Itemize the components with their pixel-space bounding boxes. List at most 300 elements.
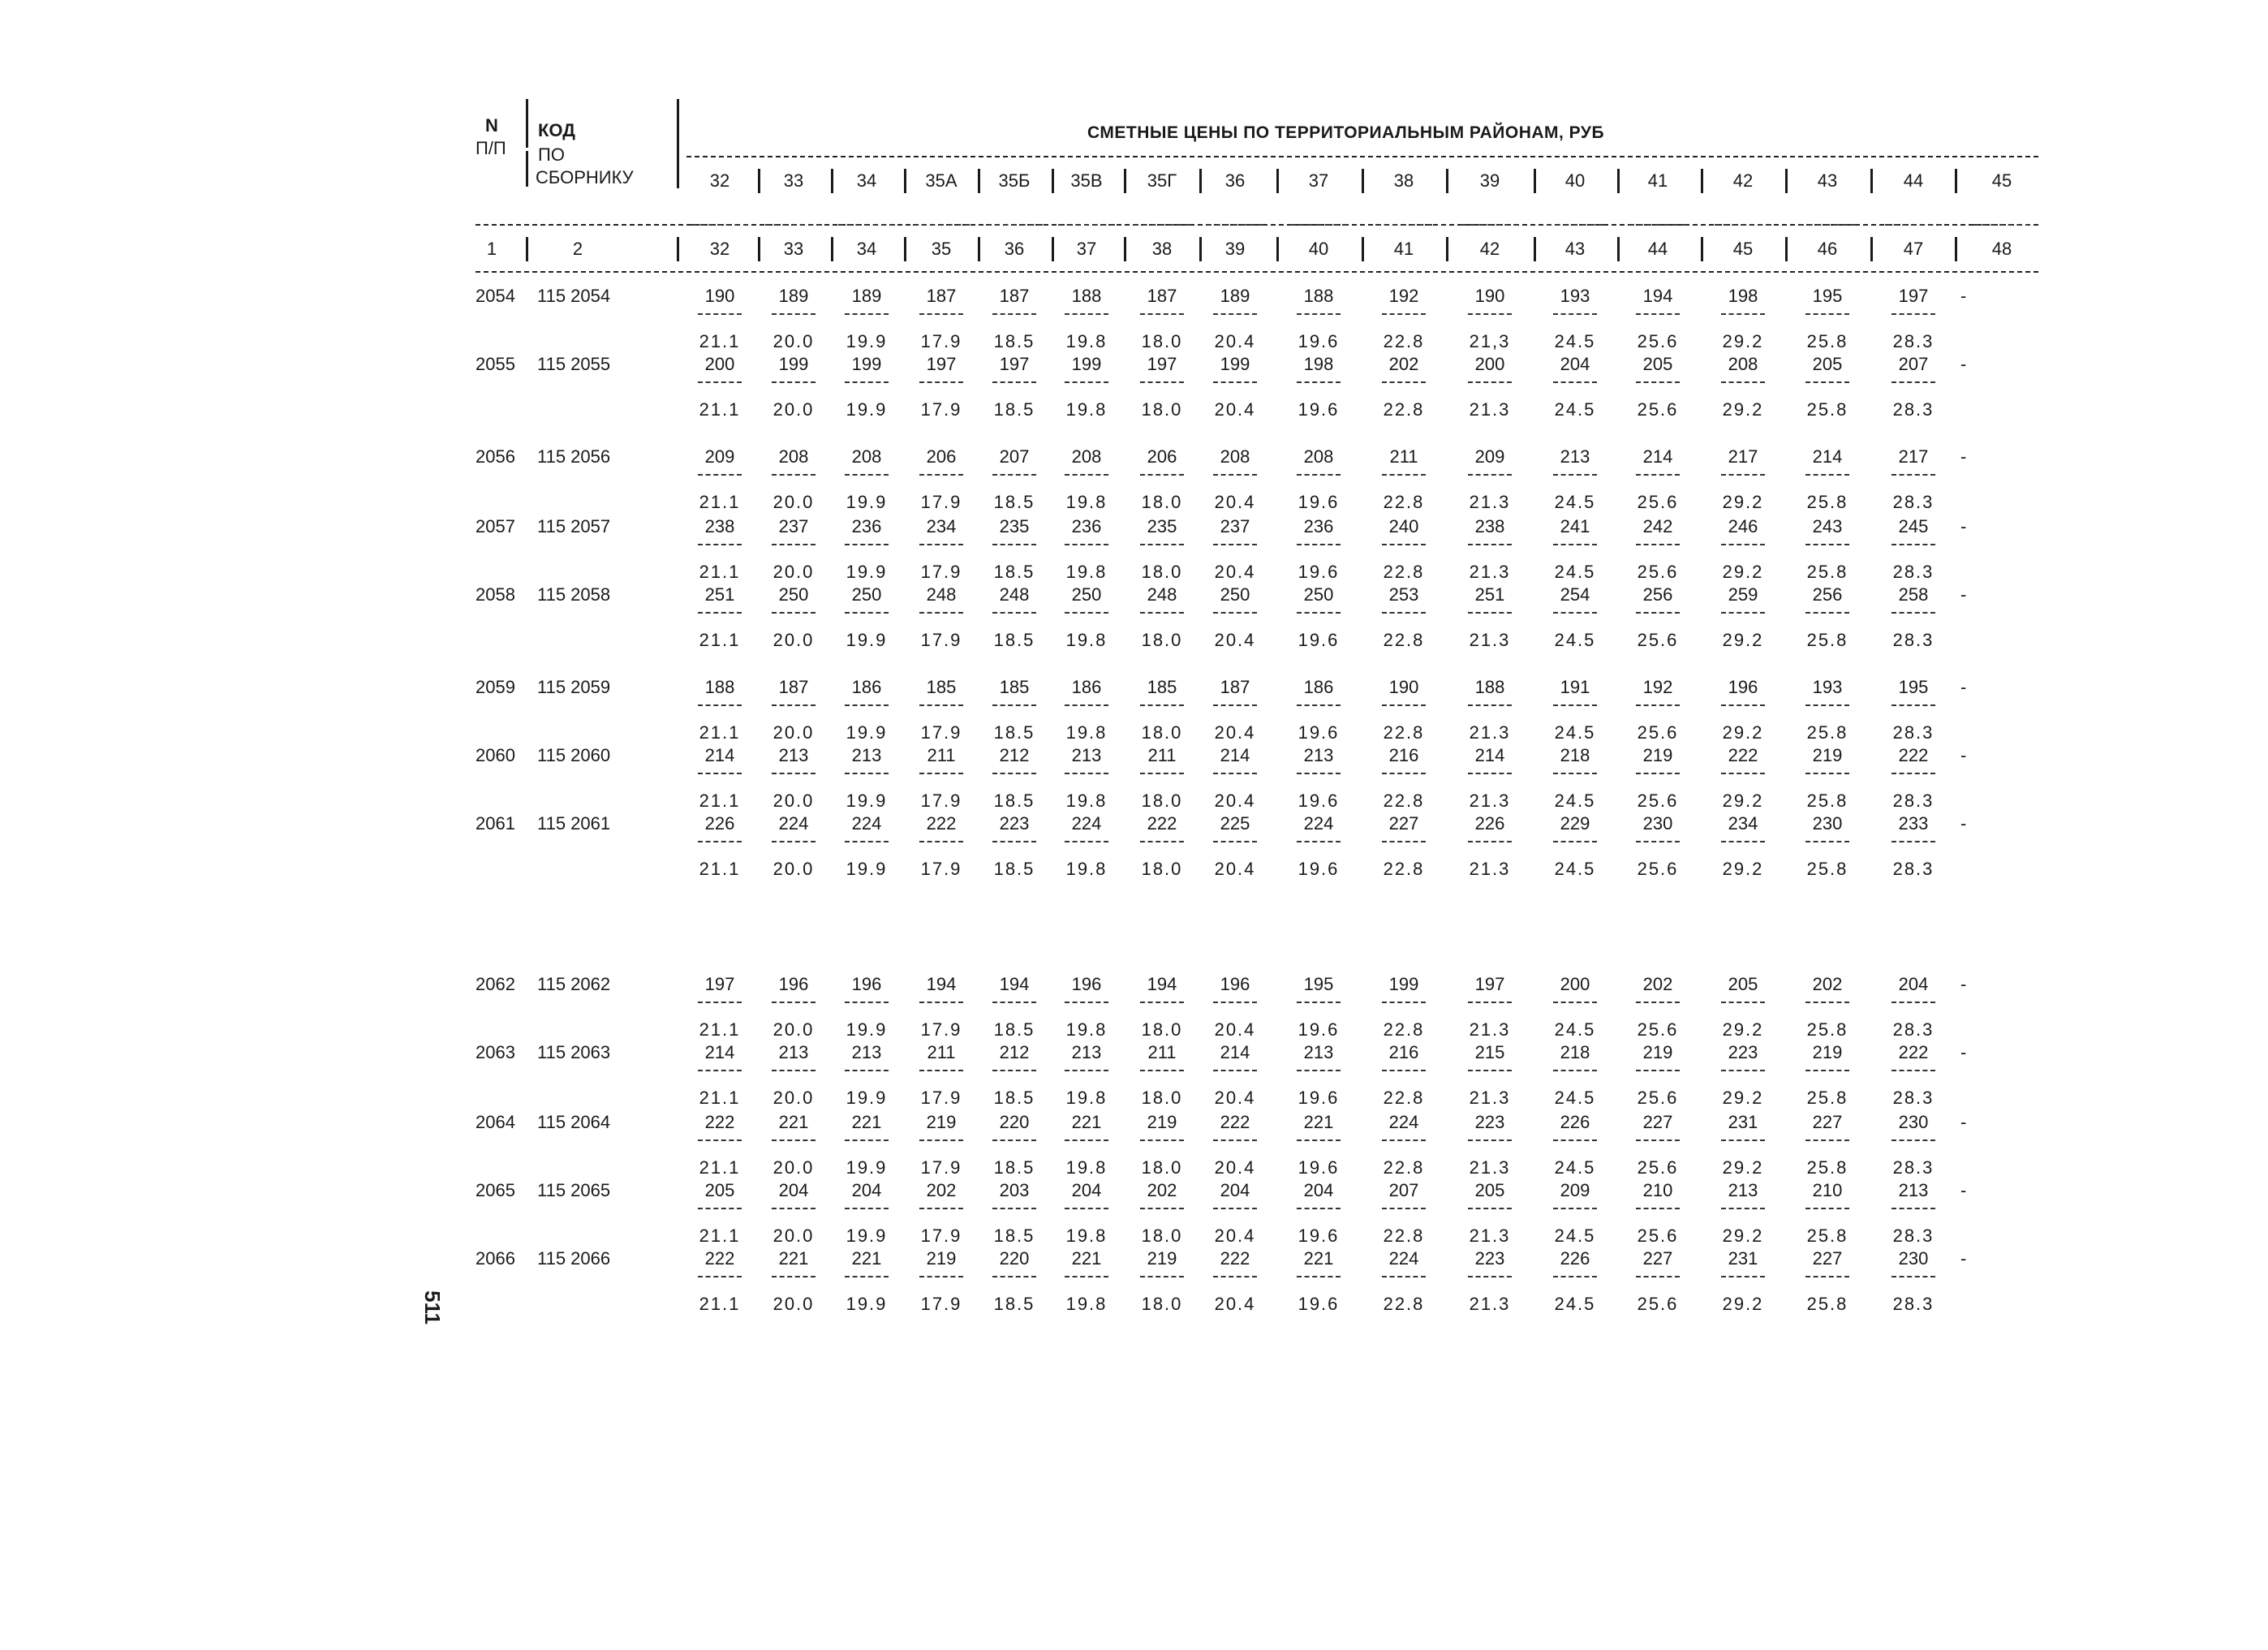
fraction-line	[845, 544, 889, 545]
header-n: N	[485, 115, 498, 136]
fraction-line	[1636, 1002, 1680, 1003]
price-cell: 213	[1898, 1180, 1929, 1200]
index-cell: 29.2	[1722, 562, 1764, 582]
fraction-line	[1213, 544, 1257, 545]
column-number: 47	[1903, 239, 1924, 259]
fraction-line	[698, 1070, 742, 1071]
index-cell: 21.3	[1469, 562, 1511, 582]
fraction-line	[1721, 1276, 1765, 1277]
index-cell: 29.2	[1722, 859, 1764, 879]
fraction-line	[845, 704, 889, 706]
fraction-line	[1213, 704, 1257, 706]
region-code: 35А	[925, 170, 958, 191]
fraction-line	[919, 381, 963, 383]
index-cell: 20.0	[772, 722, 815, 743]
price-cell: 221	[1303, 1112, 1334, 1132]
price-cell: 248	[926, 584, 957, 605]
fraction-line	[845, 381, 889, 383]
index-cell: 25.8	[1806, 859, 1848, 879]
index-cell: 24.5	[1554, 399, 1596, 420]
header-divider	[1124, 237, 1126, 261]
price-cell: 230	[1898, 1112, 1929, 1132]
price-cell: 196	[778, 974, 809, 994]
index-cell: 21.1	[699, 722, 741, 743]
row-number: 2057	[476, 516, 515, 536]
column-number: 38	[1151, 239, 1173, 259]
index-cell: 17.9	[920, 399, 962, 420]
fraction-line	[845, 841, 889, 842]
index-cell: 22.8	[1383, 1294, 1425, 1314]
fraction-line	[1065, 773, 1108, 774]
header-separator	[1461, 224, 1518, 226]
price-cell: 219	[1147, 1112, 1177, 1132]
column-number: 36	[1004, 239, 1025, 259]
fraction-line	[919, 841, 963, 842]
index-cell: 20.0	[772, 1226, 815, 1246]
price-cell: 254	[1560, 584, 1590, 605]
price-cell: 196	[1071, 974, 1102, 994]
region-code: 39	[1479, 170, 1500, 191]
index-cell: 19.6	[1298, 1019, 1340, 1040]
price-cell: 230	[1812, 813, 1843, 834]
fraction-line	[1382, 313, 1426, 315]
index-cell: 19.6	[1298, 630, 1340, 650]
fraction-line	[1636, 1208, 1680, 1209]
price-cell: 230	[1898, 1248, 1929, 1269]
price-cell: 236	[1071, 516, 1102, 536]
index-cell: 25.6	[1637, 1157, 1679, 1178]
region-code: 37	[1308, 170, 1329, 191]
index-cell: 25.8	[1806, 562, 1848, 582]
price-cell: 224	[1071, 813, 1102, 834]
row-number: 2060	[476, 745, 515, 765]
column-number: 43	[1564, 239, 1586, 259]
index-cell: 18.0	[1141, 399, 1183, 420]
fraction-line	[1805, 612, 1849, 614]
fraction-line	[1636, 1139, 1680, 1141]
header-divider	[1617, 169, 1620, 193]
price-cell: 211	[1147, 745, 1177, 765]
column-number: 33	[783, 239, 804, 259]
fraction-line	[1140, 1276, 1184, 1277]
price-cell: 200	[1474, 354, 1505, 374]
column-number: 2	[572, 239, 583, 259]
price-cell: 222	[1898, 745, 1929, 765]
row-number: 2056	[476, 446, 515, 467]
index-cell: 19.6	[1298, 562, 1340, 582]
index-cell: 22.8	[1383, 1088, 1425, 1108]
index-cell: 19.6	[1298, 791, 1340, 811]
fraction-line	[1213, 1002, 1257, 1003]
row-number: 2054	[476, 286, 515, 306]
fraction-line	[919, 474, 963, 476]
header-divider	[677, 99, 679, 188]
index-cell: 18.5	[993, 791, 1035, 811]
header-divider	[758, 169, 760, 193]
row-code: 115 2055	[537, 354, 611, 374]
price-cell: 211	[1147, 1042, 1177, 1062]
fraction-line	[772, 1070, 816, 1071]
fraction-line	[1382, 841, 1426, 842]
price-cell: 208	[778, 446, 809, 467]
index-cell: 21.3	[1469, 630, 1511, 650]
fraction-line	[1805, 1002, 1849, 1003]
fraction-line	[1382, 773, 1426, 774]
index-cell: 25.8	[1806, 492, 1848, 512]
fraction-line	[1805, 841, 1849, 842]
price-cell: 213	[1303, 1042, 1334, 1062]
price-cell: 234	[1728, 813, 1758, 834]
fraction-line	[1636, 544, 1680, 545]
region-code: 43	[1817, 170, 1838, 191]
index-cell: 24.5	[1554, 1088, 1596, 1108]
price-cell: 250	[1071, 584, 1102, 605]
price-cell: 198	[1303, 354, 1334, 374]
index-cell: 20.0	[772, 859, 815, 879]
price-cell: 188	[1474, 677, 1505, 697]
fraction-line	[1297, 1276, 1341, 1277]
index-cell: 28.3	[1892, 331, 1934, 351]
row-number: 2065	[476, 1180, 515, 1200]
empty-region-45: -	[1960, 1180, 1967, 1200]
price-cell: 188	[1071, 286, 1102, 306]
index-cell: 21.1	[699, 1088, 741, 1108]
fraction-line	[992, 704, 1036, 706]
index-cell: 21.3	[1469, 859, 1511, 879]
fraction-line	[1553, 381, 1597, 383]
column-number: 46	[1817, 239, 1838, 259]
price-cell: 190	[1474, 286, 1505, 306]
index-cell: 20.4	[1214, 331, 1256, 351]
row-code: 115 2066	[537, 1248, 611, 1269]
price-cell: 222	[1898, 1042, 1929, 1062]
index-cell: 18.0	[1141, 1294, 1183, 1314]
price-cell: 214	[704, 1042, 735, 1062]
column-number: 42	[1479, 239, 1500, 259]
fraction-line	[1382, 544, 1426, 545]
index-cell: 28.3	[1892, 399, 1934, 420]
index-cell: 21.3	[1469, 492, 1511, 512]
fraction-line	[1721, 381, 1765, 383]
header-separator	[1973, 224, 2030, 226]
fraction-line	[1065, 1139, 1108, 1141]
column-number: 41	[1393, 239, 1414, 259]
price-cell: 208	[1728, 354, 1758, 374]
price-cell: 187	[778, 677, 809, 697]
fraction-line	[1213, 1139, 1257, 1141]
price-cell: 192	[1388, 286, 1419, 306]
price-cell: 205	[1642, 354, 1673, 374]
index-cell: 29.2	[1722, 1226, 1764, 1246]
column-number: 40	[1308, 239, 1329, 259]
index-cell: 19.6	[1298, 859, 1340, 879]
region-code: 32	[709, 170, 730, 191]
fraction-line	[1721, 1002, 1765, 1003]
price-cell: 248	[1147, 584, 1177, 605]
price-cell: 211	[927, 745, 956, 765]
price-cell: 195	[1812, 286, 1843, 306]
fraction-line	[1805, 773, 1849, 774]
index-cell: 29.2	[1722, 331, 1764, 351]
price-cell: 189	[851, 286, 882, 306]
price-cell: 204	[1220, 1180, 1250, 1200]
index-cell: 25.8	[1806, 399, 1848, 420]
index-cell: 19.6	[1298, 1294, 1340, 1314]
empty-region-45: -	[1960, 1112, 1967, 1132]
fraction-line	[1297, 381, 1341, 383]
fraction-line	[1065, 1208, 1108, 1209]
fraction-line	[1891, 313, 1935, 315]
fraction-line	[772, 474, 816, 476]
price-cell: 204	[1071, 1180, 1102, 1200]
index-cell: 18.0	[1141, 859, 1183, 879]
fraction-line	[1636, 313, 1680, 315]
fraction-line	[1213, 1276, 1257, 1277]
fraction-line	[1636, 474, 1680, 476]
header-separator	[1290, 224, 1347, 226]
fraction-line	[1553, 1002, 1597, 1003]
price-cell: 209	[1474, 446, 1505, 467]
fraction-line	[845, 1208, 889, 1209]
price-cell: 186	[1303, 677, 1334, 697]
fraction-line	[1891, 1070, 1935, 1071]
index-cell: 25.8	[1806, 1226, 1848, 1246]
column-number: 48	[1991, 239, 2012, 259]
fraction-line	[1468, 841, 1512, 842]
price-cell: 248	[999, 584, 1030, 605]
fraction-line	[772, 381, 816, 383]
region-code: 40	[1564, 170, 1586, 191]
header-separator	[1715, 224, 1771, 226]
index-cell: 18.5	[993, 722, 1035, 743]
row-code: 115 2054	[537, 286, 611, 306]
price-cell: 224	[851, 813, 882, 834]
price-cell: 231	[1728, 1248, 1758, 1269]
fraction-line	[1065, 1070, 1108, 1071]
index-cell: 19.8	[1065, 399, 1108, 420]
fraction-line	[1805, 474, 1849, 476]
fraction-line	[1140, 1139, 1184, 1141]
header-divider	[1701, 169, 1703, 193]
price-cell: 213	[1071, 1042, 1102, 1062]
price-cell: 204	[1303, 1180, 1334, 1200]
fraction-line	[1297, 313, 1341, 315]
index-cell: 22.8	[1383, 492, 1425, 512]
header-divider	[1446, 237, 1448, 261]
price-cell: 190	[1388, 677, 1419, 697]
fraction-line	[1382, 474, 1426, 476]
column-number: 35	[931, 239, 952, 259]
row-code: 115 2061	[537, 813, 611, 834]
price-cell: 214	[1220, 745, 1250, 765]
table-title: СМЕТНЫЕ ЦЕНЫ ПО ТЕРРИТОРИАЛЬНЫМ РАЙОНАМ, РУБ	[1087, 123, 1605, 142]
header-separator	[913, 224, 970, 226]
fraction-line	[845, 1070, 889, 1071]
price-cell: 226	[704, 813, 735, 834]
fraction-line	[845, 1002, 889, 1003]
price-cell: 217	[1728, 446, 1758, 467]
index-cell: 29.2	[1722, 1157, 1764, 1178]
fraction-line	[1468, 1208, 1512, 1209]
index-cell: 20.0	[772, 1088, 815, 1108]
region-code: 33	[783, 170, 804, 191]
price-cell: 207	[1388, 1180, 1419, 1200]
price-cell: 238	[1474, 516, 1505, 536]
fraction-line	[772, 1208, 816, 1209]
fraction-line	[1891, 381, 1935, 383]
price-cell: 214	[704, 745, 735, 765]
price-cell: 198	[1728, 286, 1758, 306]
header-divider	[831, 237, 833, 261]
price-cell: 207	[999, 446, 1030, 467]
index-cell: 18.0	[1141, 1019, 1183, 1040]
price-cell: 214	[1812, 446, 1843, 467]
fraction-line	[992, 313, 1036, 315]
price-cell: 227	[1388, 813, 1419, 834]
index-cell: 20.4	[1214, 791, 1256, 811]
price-cell: 227	[1642, 1248, 1673, 1269]
fraction-line	[1553, 1276, 1597, 1277]
price-cell: 196	[1728, 677, 1758, 697]
index-cell: 20.0	[772, 492, 815, 512]
fraction-line	[1468, 704, 1512, 706]
price-cell: 193	[1812, 677, 1843, 697]
index-cell: 19.8	[1065, 791, 1108, 811]
header-separator	[1547, 224, 1603, 226]
fraction-line	[1213, 474, 1257, 476]
price-cell: 213	[1560, 446, 1590, 467]
index-cell: 25.6	[1637, 859, 1679, 879]
price-cell: 202	[1812, 974, 1843, 994]
index-cell: 19.6	[1298, 331, 1340, 351]
index-cell: 19.6	[1298, 1088, 1340, 1108]
row-number: 2061	[476, 813, 515, 834]
price-cell: 200	[704, 354, 735, 374]
price-cell: 204	[1560, 354, 1590, 374]
index-cell: 18.5	[993, 562, 1035, 582]
index-cell: 17.9	[920, 1226, 962, 1246]
fraction-line	[1805, 1208, 1849, 1209]
price-cell: 213	[851, 745, 882, 765]
index-cell: 25.6	[1637, 331, 1679, 351]
price-cell: 213	[1303, 745, 1334, 765]
index-cell: 21.3	[1469, 1294, 1511, 1314]
region-code: 35В	[1070, 170, 1103, 191]
price-cell: 194	[999, 974, 1030, 994]
index-cell: 20.0	[772, 791, 815, 811]
fraction-line	[1140, 544, 1184, 545]
fraction-line	[1805, 704, 1849, 706]
fraction-line	[919, 1139, 963, 1141]
price-cell: 238	[704, 516, 735, 536]
fraction-line	[1553, 773, 1597, 774]
header-divider	[1617, 237, 1620, 261]
index-cell: 22.8	[1383, 1019, 1425, 1040]
fraction-line	[772, 1002, 816, 1003]
fraction-line	[919, 773, 963, 774]
row-code: 115 2065	[537, 1180, 611, 1200]
price-cell: 224	[1388, 1248, 1419, 1269]
index-cell: 21.3	[1469, 1088, 1511, 1108]
header-divider	[1785, 237, 1788, 261]
index-cell: 28.3	[1892, 1088, 1934, 1108]
price-cell: 212	[999, 745, 1030, 765]
fraction-line	[1382, 1139, 1426, 1141]
price-cell: 231	[1728, 1112, 1758, 1132]
index-cell: 18.5	[993, 1019, 1035, 1040]
price-cell: 250	[778, 584, 809, 605]
index-cell: 25.8	[1806, 1088, 1848, 1108]
index-cell: 22.8	[1383, 722, 1425, 743]
index-cell: 21.1	[699, 562, 741, 582]
fraction-line	[1468, 1002, 1512, 1003]
fraction-line	[992, 381, 1036, 383]
fraction-line	[1065, 704, 1108, 706]
fraction-line	[1891, 704, 1935, 706]
index-cell: 17.9	[920, 1157, 962, 1178]
header-divider	[526, 151, 528, 187]
index-cell: 17.9	[920, 722, 962, 743]
fraction-line	[772, 773, 816, 774]
index-cell: 19.9	[846, 1294, 888, 1314]
index-cell: 18.5	[993, 331, 1035, 351]
index-cell: 24.5	[1554, 859, 1596, 879]
fraction-line	[1636, 381, 1680, 383]
index-cell: 18.0	[1141, 630, 1183, 650]
index-cell: 24.5	[1554, 562, 1596, 582]
index-cell: 25.8	[1806, 331, 1848, 351]
row-code: 115 2059	[537, 677, 611, 697]
index-cell: 20.0	[772, 1019, 815, 1040]
fraction-line	[992, 773, 1036, 774]
fraction-line	[1468, 1276, 1512, 1277]
price-cell: 202	[1147, 1180, 1177, 1200]
index-cell: 20.4	[1214, 399, 1256, 420]
fraction-line	[1297, 1002, 1341, 1003]
column-number: 34	[856, 239, 877, 259]
fraction-line	[1468, 313, 1512, 315]
header-separator	[838, 224, 895, 226]
index-cell: 19.9	[846, 722, 888, 743]
price-cell: 227	[1642, 1112, 1673, 1132]
fraction-line	[919, 1070, 963, 1071]
index-cell: 20.4	[1214, 722, 1256, 743]
index-cell: 29.2	[1722, 1019, 1764, 1040]
fraction-line	[1721, 773, 1765, 774]
fraction-line	[698, 1139, 742, 1141]
row-code: 115 2064	[537, 1112, 611, 1132]
index-cell: 28.3	[1892, 1294, 1934, 1314]
price-cell: 205	[1812, 354, 1843, 374]
price-cell: 191	[1560, 677, 1590, 697]
price-cell: 221	[1303, 1248, 1334, 1269]
fraction-line	[1891, 1139, 1935, 1141]
row-code: 115 2058	[537, 584, 611, 605]
header-divider	[1785, 169, 1788, 193]
fraction-line	[1140, 1208, 1184, 1209]
empty-region-45: -	[1960, 584, 1967, 605]
price-cell: 213	[851, 1042, 882, 1062]
price-cell: 188	[1303, 286, 1334, 306]
header-divider	[677, 237, 679, 261]
header-divider	[904, 237, 906, 261]
price-cell: 204	[1898, 974, 1929, 994]
price-cell: 219	[1812, 1042, 1843, 1062]
header-divider	[1870, 169, 1873, 193]
row-code: 115 2063	[537, 1042, 611, 1062]
fraction-line	[1468, 773, 1512, 774]
price-cell: 219	[1147, 1248, 1177, 1269]
